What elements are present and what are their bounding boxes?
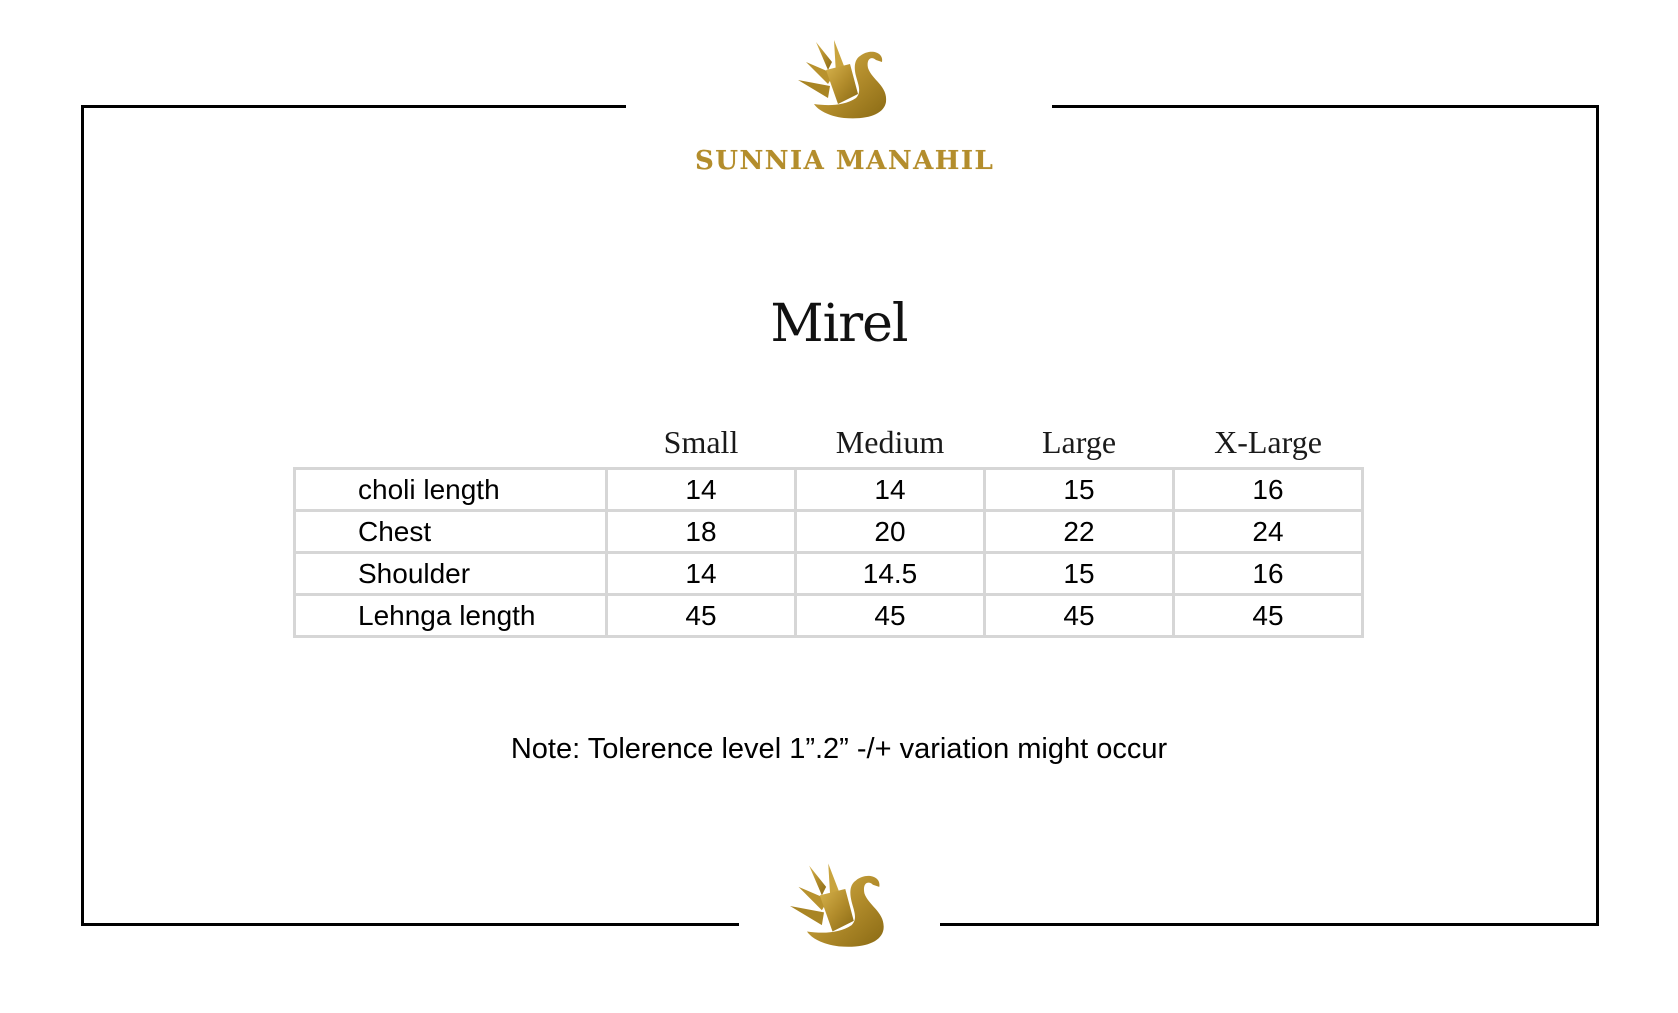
brand-name: SUNNIA MANAHIL (695, 146, 995, 176)
tolerance-note: Note: Tolerence level 1”.2” -/+ variation might occur (510, 733, 1168, 765)
header-medium: Medium (835, 424, 945, 460)
header-small: Small (663, 424, 739, 460)
frame-top-left-line (81, 105, 626, 108)
cell-value: 45 (607, 595, 796, 637)
row-label: Shoulder (295, 553, 607, 595)
cell-value: 15 (985, 553, 1174, 595)
cell-value: 16 (1174, 469, 1363, 511)
table-row (295, 469, 1363, 511)
cell-value: 14 (796, 469, 985, 511)
size-chart-table (293, 418, 1364, 638)
cell-value: 20 (796, 511, 985, 553)
cell-value: 14 (607, 553, 796, 595)
header-empty-cell (295, 418, 607, 469)
cell-value: 16 (1174, 553, 1363, 595)
header-large: Large (1041, 424, 1117, 460)
frame-left-line (81, 105, 84, 926)
cell-value: 24 (1174, 511, 1363, 553)
frame-right-line (1596, 105, 1599, 926)
row-label: Chest (295, 511, 607, 553)
row-label: choli length (295, 469, 607, 511)
cell-value: 22 (985, 511, 1174, 553)
cell-value: 45 (1174, 595, 1363, 637)
table-row (295, 553, 1363, 595)
frame-top-right-line (1052, 105, 1599, 108)
cell-value: 15 (985, 469, 1174, 511)
table-row (295, 595, 1363, 637)
cell-value: 45 (985, 595, 1174, 637)
table-row (295, 511, 1363, 553)
product-title: Mirel (770, 294, 908, 354)
header-row (295, 418, 1363, 469)
cell-value: 45 (796, 595, 985, 637)
swan-icon (790, 862, 892, 952)
header-x-large: X-Large (1214, 424, 1322, 460)
swan-icon (798, 40, 894, 122)
cell-value: 14.5 (796, 553, 985, 595)
cell-value: 18 (607, 511, 796, 553)
cell-value: 14 (607, 469, 796, 511)
row-label: Lehnga length (295, 595, 607, 637)
frame-bottom-left-line (81, 923, 739, 926)
frame-bottom-right-line (940, 923, 1599, 926)
